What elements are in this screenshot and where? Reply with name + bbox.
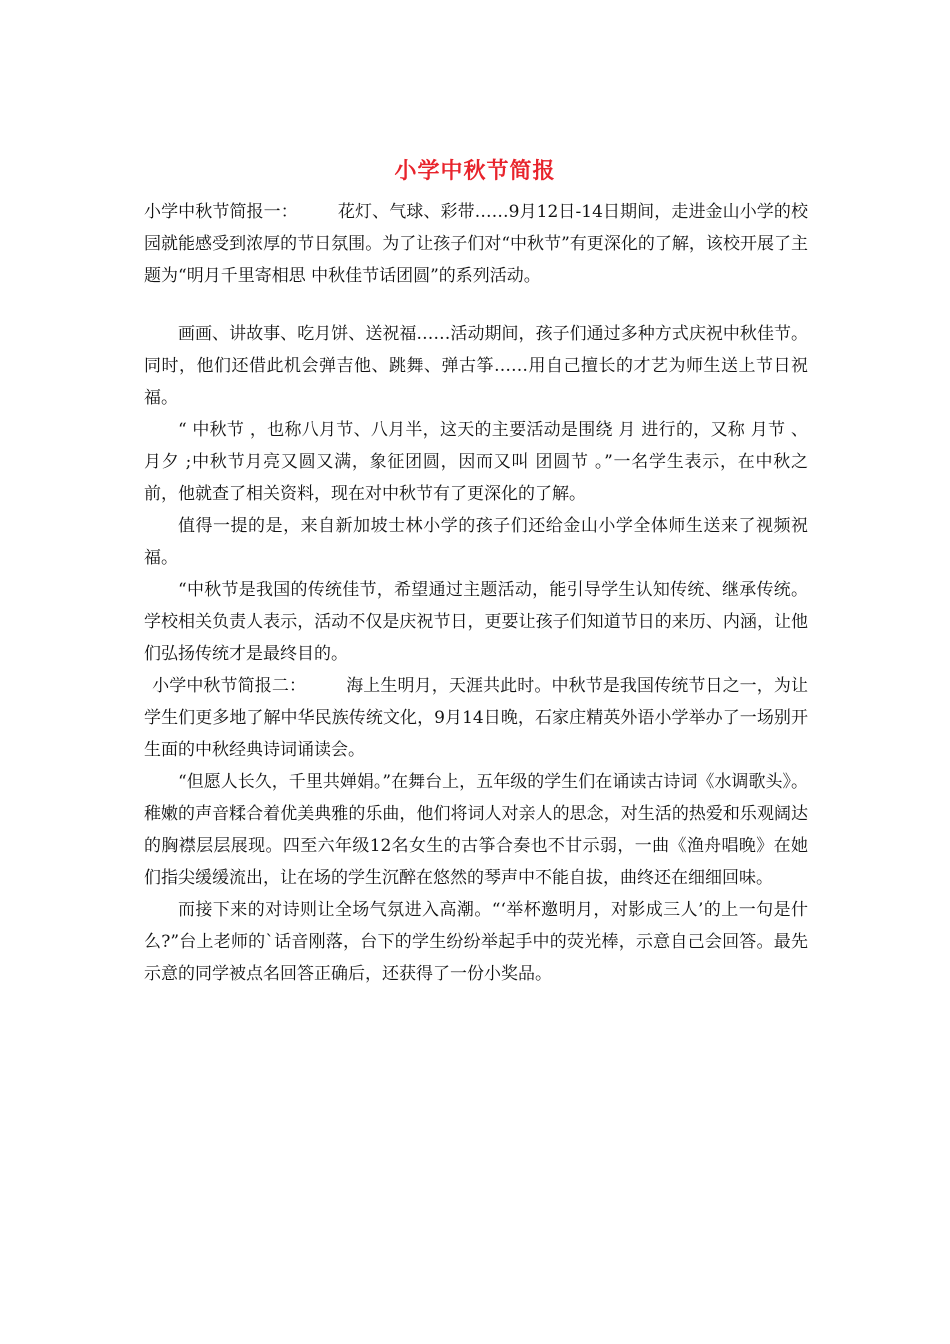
paragraph-7-text: “但愿人长久，千里共婵娟。”在舞台上，五年级的学生们在诵读古诗词《水调歌头》。稚嫩的声音糅合着优美典雅的乐曲，他们将词人对亲人的思念，对生活的热爱和乐观阔达的胸襟层层展现。四至六年级12名女生的古筝合奏也不甘示弱，一曲《渔舟唱晚》在她们指尖缓缓流出，让在场的学生沉醉在悠然的琴声中不能自拔，曲终还在细细回味。 (144, 772, 808, 888)
paragraph-2-text: 画画、讲故事、吃月饼、送祝福……活动期间，孩子们通过多种方式庆祝中秋佳节。同时，他们还借此机会弹吉他、跳舞、弹古筝……用自己擅长的才艺为师生送上节日祝福。 (144, 324, 808, 408)
paragraph-6-text: 海上生明月，天涯共此时。中秋节是我国传统节日之一，为让学生们更多地了解中华民族传统文化，9月14日晚，石家庄精英外语小学举办了一场别开生面的中秋经典诗词诵读会。 (144, 676, 809, 760)
paragraph-5-text: “中秋节是我国的传统佳节，希望通过主题活动，能引导学生认知传统、继承传统。学校相关负责人表示，活动不仅是庆祝节日，更要让孩子们知道节日的来历、内涵，让他们弘扬传统才是最终目的。 (144, 580, 808, 664)
paragraph-1 (144, 196, 808, 292)
paragraph-8-text: 而接下来的对诗则让全场气氛进入高潮。“‘举杯邀明月，对影成三人’的上一句是什么?”台上老师的`话音刚落，台下的学生纷纷举起手中的荧光棒，示意自己会回答。最先示意的同学被点名回答正确后，还获得了一份小奖品。 (144, 900, 808, 984)
section-label-2: 小学中秋节简报二： (152, 676, 307, 696)
document-body (144, 196, 808, 990)
paragraph-4-text: 值得一提的是，来自新加坡士林小学的孩子们还给金山小学全体师生送来了视频祝福。 (144, 516, 808, 568)
paragraph-5 (144, 574, 808, 670)
paragraph-2 (144, 318, 808, 414)
paragraph-3-text: “ 中秋节 ，也称八月节、八月半，这天的主要活动是围绕 月 进行的，又称 月节 、 月夕 ;中秋节月亮又圆又满，象征团圆，因而又叫 团圆节 。”一名学生表示，在中秋之前，他就查了相关资料，现在对中秋节有了更深化的了解。 (144, 420, 808, 504)
paragraph-1-text: 花灯、气球、彩带……9月12日-14日期间，走进金山小学的校园就能感受到浓厚的节日氛围。为了让孩子们对“中秋节”有更深化的了解，该校开展了主题为“明月千里寄相思 中秋佳节话团圆”的系列活动。 (144, 202, 808, 286)
paragraph-8 (144, 894, 808, 990)
paragraph-4 (144, 510, 808, 574)
paragraph-6 (144, 670, 808, 766)
section-label-1: 小学中秋节简报一： (144, 202, 298, 222)
document-title: 小学中秋节简报 (394, 159, 556, 184)
paragraph-7 (144, 766, 808, 894)
paragraph-3 (144, 414, 808, 510)
